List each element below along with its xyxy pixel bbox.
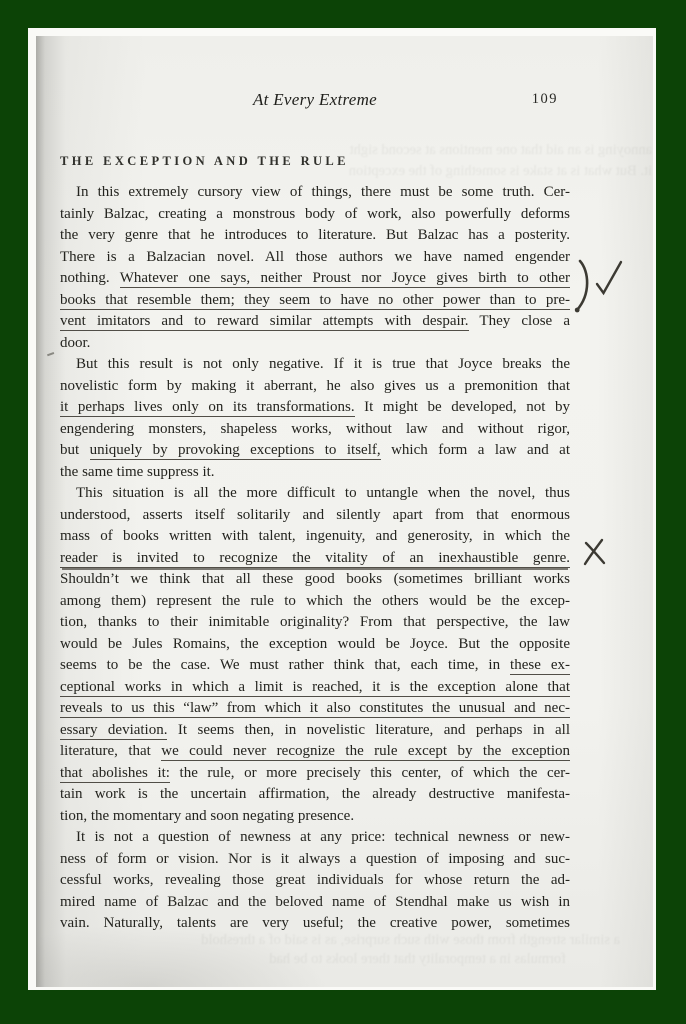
text-segment: This situation is all the more difficult to untangle when the novel, thus [76, 485, 570, 501]
text-segment: In this extremely cursory view of things, there must be some truth. Cer- [76, 184, 570, 200]
pen-underlined-text: reveals to us this “law” from which it also constitutes the unusual and nec- [60, 700, 570, 716]
text-segment: They close a [468, 313, 570, 329]
text-line [60, 440, 570, 462]
text-line [60, 849, 570, 871]
text-line [60, 483, 570, 505]
text-segment: the rule, or more precisely this center, of which the cer- [169, 764, 571, 781]
paragraph [60, 483, 570, 827]
text-segment: would be Jules Romains, the exception would be Joyce. But the opposite [60, 635, 570, 652]
text-line [60, 569, 570, 591]
text-segment: ness of form or vision. Nor is it always a question of imposing and suc- [60, 850, 570, 867]
paragraph [60, 827, 570, 935]
text-line [60, 698, 570, 720]
text-line [60, 612, 570, 634]
text-line [60, 225, 570, 247]
book-page-scan [36, 36, 653, 987]
pen-double-underlined-text: reader is invited to recognize the vitality of an inexhaustible genre. [60, 549, 570, 566]
section-heading: THE EXCEPTION AND THE RULE [60, 154, 349, 168]
pen-underlined-text: books that resemble them; they seem to have no other power than to pre- [60, 291, 570, 308]
text-line [60, 827, 570, 849]
text-segment: which form a law and at [380, 442, 570, 458]
text-line [60, 634, 570, 656]
text-line [60, 462, 570, 484]
running-header-title: At Every Extreme [252, 90, 378, 109]
bleedthrough-text: a similar strength from those with such surprise, as is said of a threshold [201, 932, 620, 948]
text-line [60, 763, 570, 785]
text-line [60, 204, 570, 226]
scan-white-frame [28, 28, 656, 990]
text-line [60, 591, 570, 613]
bracket-pen-stroke [577, 261, 587, 310]
pen-underlined-text: Whatever one says, neither Proust nor Joyce gives birth to other [119, 270, 570, 286]
text-segment: seems to be the case. We must rather think that, each time, in [60, 657, 511, 673]
text-line [60, 526, 570, 548]
text-line [60, 892, 570, 914]
text-segment: mass of books written with talent, ingenuity, and generosity, in which the [60, 528, 570, 544]
paragraph [60, 182, 570, 354]
pen-underlined-text: vent imitators and to reward similar attempts with despair. [60, 313, 469, 329]
text-line [60, 333, 570, 355]
bracket-pen-dot [575, 308, 580, 313]
text-segment: There is a Balzacian novel. All those authors we have named engender [60, 248, 570, 265]
text-line [60, 784, 570, 806]
text-segment: literature, that [60, 743, 162, 759]
pen-underlined-text: it perhaps lives only on its transformations. [60, 399, 355, 415]
text-segment: the same time suppress it. [60, 463, 215, 480]
paragraph [60, 354, 570, 483]
text-line [60, 290, 570, 312]
text-line [60, 548, 570, 570]
text-segment: It seems then, in novelistic literature, and perhaps in all [167, 721, 570, 738]
text-line [60, 268, 570, 290]
text-line [60, 182, 570, 204]
text-segment: It might be developed, not by [354, 399, 570, 415]
text-line [60, 806, 570, 828]
text-segment: door. [60, 334, 91, 351]
text-line [60, 677, 570, 699]
text-segment: vain. Naturally, talents are very useful; the creative power, sometimes [60, 915, 570, 931]
text-line [60, 354, 570, 376]
text-segment: tion, the momentary and soon negating presence. [60, 807, 355, 824]
text-segment: tain work is the uncertain affirmation, the already destructive manifesta- [60, 786, 570, 802]
text-segment: But this result is not only negative. If it is true that Joyce breaks the [76, 356, 570, 372]
text-line [60, 505, 570, 527]
text-line [60, 741, 570, 763]
text-line [60, 397, 570, 419]
text-segment: tion, thanks to their inimitable originality? From that perspective, the law [60, 614, 570, 630]
text-segment: the very genre that he introduces to literature. But Balzac has a posterity. [60, 227, 570, 243]
text-segment: engendering monsters, shapeless works, without law and without rigor, [60, 420, 570, 437]
text-line [60, 870, 570, 892]
bracket-and-checkmark-annotation [570, 258, 624, 318]
text-line [60, 419, 570, 441]
checkmark-pen-stroke [597, 262, 621, 293]
text-segment: among them) represent the rule to which the others would be the excep- [60, 592, 570, 609]
page-number: 109 [531, 91, 558, 107]
text-line [60, 376, 570, 398]
text-segment: nothing. [60, 270, 120, 286]
text-segment: mired name of Balzac and the beloved name of Stendhal make us wish in [60, 893, 570, 910]
bleedthrough-text: annoying is an aid that one mentions at second sight [349, 142, 652, 158]
text-segment: tainly Balzac, creating a monstrous body of work, also powerfully deforms [60, 205, 570, 222]
pen-underlined-text: we could never recognize the rule except by the exception [161, 743, 570, 759]
bleedthrough-text: formulas in a temporality that there looks to be had [269, 951, 566, 967]
text-segment: novelistic form by making it aberrant, he also gives us a premonition that [60, 377, 570, 394]
pen-underlined-text: that abolishes it: [60, 764, 170, 781]
text-line [60, 311, 570, 333]
pen-underlined-text: these ex- [510, 657, 570, 673]
text-line [60, 247, 570, 269]
x-mark-annotation [582, 536, 608, 568]
running-header [60, 90, 570, 112]
text-segment: cessful works, revealing those great individuals for whose return the ad- [60, 872, 570, 888]
body-text [60, 182, 570, 935]
text-segment: Shouldn’t we think that all these good books (sometimes brilliant works [60, 571, 570, 587]
pen-underlined-text: ceptional works in which a limit is reached, it is the exception alone that [60, 678, 570, 695]
text-segment: It is not a question of newness at any price: technical newness or new- [76, 829, 570, 845]
bleedthrough-text: it. But what is at stake is something of the exception [348, 163, 652, 179]
text-segment: but [60, 442, 90, 458]
stray-pen-mark [47, 352, 56, 361]
pen-underlined-text: uniquely by provoking exceptions to itself, [89, 442, 381, 458]
text-line [60, 655, 570, 677]
text-segment: understood, asserts itself solitarily and silently apart from that enormous [60, 506, 570, 523]
pen-underlined-text: essary deviation. [60, 721, 168, 738]
text-line [60, 720, 570, 742]
